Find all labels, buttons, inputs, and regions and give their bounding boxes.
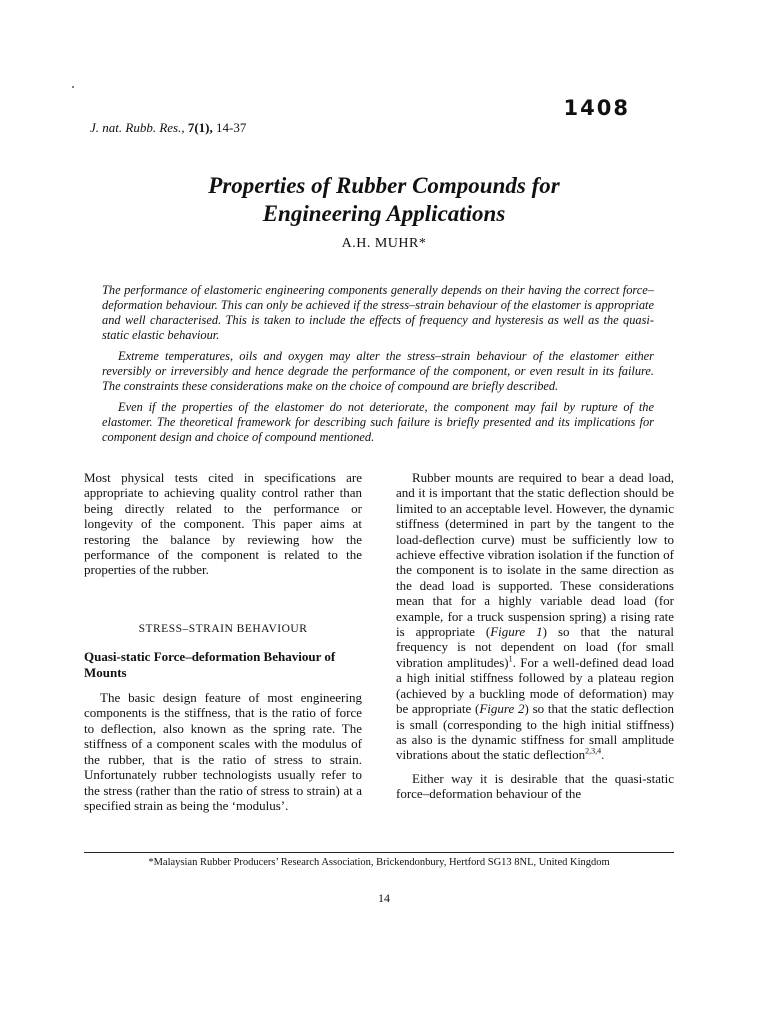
scan-speck xyxy=(72,86,74,88)
citation-1: 1 xyxy=(508,654,513,664)
section-heading: STRESS–STRAIN BEHAVIOUR xyxy=(138,622,308,635)
citation-2-3-4: 2,3,4 xyxy=(585,746,602,756)
journal-citation xyxy=(90,120,246,136)
mounts-text-a: Rubber mounts are required to bear a dead load, and it is important that the static deflection should be limited to an acceptable level. However, the dynamic stiffness (determined in part by the tangent to the load-deflection curve) must be sufficiently low to achieve effective vibration isolation if the function of the component is to isolate in the same direction as the dead load is supported. These considerations mean that for a highly variable dead load (for example, for a truck suspension spring) a rising rate is appropriate ( xyxy=(396,470,674,640)
journal-name: J. nat. Rubb. Res., xyxy=(90,120,185,135)
affiliation-footnote: *Malaysian Rubber Producers’ Research Association, Brickendonbury, Hertford SG13 8NL, United Kingdom xyxy=(148,857,610,868)
body-paragraph-mounts xyxy=(396,470,674,763)
title-line-2: Engineering Applications xyxy=(262,201,506,226)
article-title xyxy=(120,172,648,228)
page-number: 14 xyxy=(378,891,390,905)
document-number: 1408 xyxy=(563,96,630,120)
figure-1-reference: Figure 1 xyxy=(490,624,543,640)
figure-2-reference: Figure 2 xyxy=(479,701,525,717)
mounts-text-b: ) so that the natural frequency is not dependent on load (for small vibration amplitudes) xyxy=(396,624,674,670)
body-column-right xyxy=(396,470,674,802)
abstract-paragraph-1: The performance of elastomeric engineering components generally depends on their having the correct force–deformation behaviour. This can only be achieved if the stress–strain behaviour of the elastomer is appropriate and well characterised. This is taken to include the effects of frequency and hysteresis as well as the quasi-static elastic behaviour. xyxy=(102,283,654,342)
body-column-left xyxy=(84,470,362,813)
abstract-paragraph-3: Even if the properties of the elastomer do not deteriorate, the component may fail by rupture of the elastomer. The theoretical framework for describing such failure is briefly presented and its implications for component design and choice of compound mentioned. xyxy=(102,400,654,444)
body-paragraph-either-way: Either way it is desirable that the quasi-static force–deformation behaviour of the xyxy=(396,770,674,802)
journal-volume: 7(1), xyxy=(187,120,213,135)
mounts-text-c: . For a well-defined dead load a high initial stiffness followed by a plateau region (achieved by a buckling mode of deformation) may be appropriate ( xyxy=(396,654,675,717)
abstract xyxy=(102,283,654,451)
intro-paragraph: Most physical tests cited in specifications are appropriate to achieving quality control rather than being directly related to the performance or longevity of the component. This paper aims at restoring the balance by reviewing how the performance of the component is related to the properties of the rubber. xyxy=(84,470,362,578)
subsection-heading: Quasi-static Force–deformation Behaviour of Mounts xyxy=(84,649,336,680)
mounts-text-d: ) so that the static deflection is small (corresponding to the high initial stiffness) as also is the dynamic stiffness for small amplitude vibrations about the static deflection xyxy=(396,701,674,763)
journal-pages: 14-37 xyxy=(216,120,247,135)
body-paragraph-stiffness: The basic design feature of most engineering components is the stiffness, that is the ratio of force to deflection, also known as the spring rate. The stiffness of a component scales with the modulus of the rubber, that is the ratio of stress to strain. Unfortunately rubber technologists usually refer to the stress (rather than the ratio of stress to strain) at a specified strain as being the ‘modulus’. xyxy=(84,690,362,813)
author-name: A.H. MUHR* xyxy=(341,236,427,251)
abstract-paragraph-2: Extreme temperatures, oils and oxygen may alter the stress–strain behaviour of the elastomer either reversibly or irreversibly and hence degrade the performance of the component, or even result in its failure. The constraints these considerations make on the choice of compound are briefly described. xyxy=(102,349,654,393)
title-line-1: Properties of Rubber Compounds for xyxy=(208,173,560,198)
footnote-rule xyxy=(84,852,674,853)
mounts-text-e: . xyxy=(601,747,605,763)
